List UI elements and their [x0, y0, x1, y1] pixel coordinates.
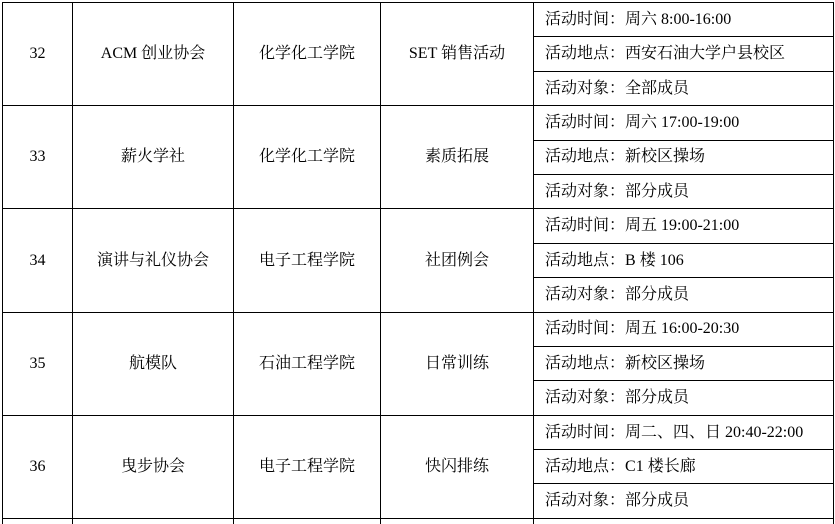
activity-type-cell: 素质拓展 [381, 106, 534, 209]
org-name-cell: ACM 创业协会 [73, 3, 234, 106]
org-name-cell: 薪火学社 [73, 106, 234, 209]
table-row [3, 106, 834, 140]
target-value: 部分成员 [625, 389, 690, 407]
time-label: 活动时间： [545, 10, 626, 28]
detail-time-cell [534, 415, 834, 449]
time-label: 活动时间： [545, 114, 626, 132]
empty-cell [73, 518, 234, 524]
target-label: 活动对象： [545, 286, 626, 304]
detail-time-cell [534, 106, 834, 140]
empty-cell [234, 518, 381, 524]
detail-place-cell [534, 140, 834, 174]
target-value: 全部成员 [625, 79, 690, 97]
college-cell: 石油工程学院 [234, 312, 381, 415]
row-number-cell: 36 [3, 415, 73, 518]
college-cell: 化学化工学院 [234, 3, 381, 106]
detail-target-cell [534, 174, 834, 208]
detail-time-cell [534, 209, 834, 243]
org-name-cell: 航模队 [73, 312, 234, 415]
place-value: 新校区操场 [625, 148, 706, 166]
place-value: B 楼 106 [625, 251, 684, 269]
time-value: 周六 8:00-16:00 [625, 10, 732, 28]
detail-place-cell [534, 450, 834, 484]
place-label: 活动地点： [545, 354, 626, 372]
row-number-cell: 34 [3, 209, 73, 312]
college-cell: 电子工程学院 [234, 209, 381, 312]
target-label: 活动对象： [545, 389, 626, 407]
detail-target-cell [534, 71, 834, 105]
empty-cell [534, 518, 834, 524]
detail-place-cell [534, 346, 834, 380]
place-label: 活动地点： [545, 457, 626, 475]
target-value: 部分成员 [625, 492, 690, 510]
detail-place-cell [534, 37, 834, 71]
detail-target-cell [534, 381, 834, 415]
row-number-cell: 35 [3, 312, 73, 415]
time-label: 活动时间： [545, 217, 626, 235]
time-value: 周二、四、日 20:40-22:00 [625, 423, 804, 441]
activities-table [2, 2, 834, 524]
detail-target-cell [534, 278, 834, 312]
table-row [3, 415, 834, 449]
place-value: C1 楼长廊 [625, 457, 696, 475]
table-row [3, 209, 834, 243]
activity-type-cell: 日常训练 [381, 312, 534, 415]
time-label: 活动时间： [545, 423, 626, 441]
place-label: 活动地点： [545, 251, 626, 269]
place-label: 活动地点： [545, 45, 626, 63]
activity-type-cell: 快闪排练 [381, 415, 534, 518]
place-value: 新校区操场 [625, 354, 706, 372]
detail-place-cell [534, 243, 834, 277]
empty-cell [3, 518, 73, 524]
detail-target-cell [534, 484, 834, 518]
detail-time-cell [534, 312, 834, 346]
time-value: 周六 17:00-19:00 [625, 114, 740, 132]
place-value: 西安石油大学户县校区 [625, 45, 786, 63]
target-value: 部分成员 [625, 286, 690, 304]
target-label: 活动对象： [545, 182, 626, 200]
org-name-cell: 曳步协会 [73, 415, 234, 518]
activity-type-cell: SET 销售活动 [381, 3, 534, 106]
place-label: 活动地点： [545, 148, 626, 166]
row-number-cell: 33 [3, 106, 73, 209]
row-number-cell: 32 [3, 3, 73, 106]
target-value: 部分成员 [625, 182, 690, 200]
org-name-cell: 演讲与礼仪协会 [73, 209, 234, 312]
activity-type-cell: 社团例会 [381, 209, 534, 312]
table-row-partial [3, 518, 834, 524]
table-row [3, 312, 834, 346]
table-row [3, 3, 834, 37]
target-label: 活动对象： [545, 492, 626, 510]
time-value: 周五 19:00-21:00 [625, 217, 740, 235]
empty-cell [381, 518, 534, 524]
time-value: 周五 16:00-20:30 [625, 320, 740, 338]
college-cell: 化学化工学院 [234, 106, 381, 209]
target-label: 活动对象： [545, 79, 626, 97]
time-label: 活动时间： [545, 320, 626, 338]
detail-time-cell [534, 3, 834, 37]
college-cell: 电子工程学院 [234, 415, 381, 518]
